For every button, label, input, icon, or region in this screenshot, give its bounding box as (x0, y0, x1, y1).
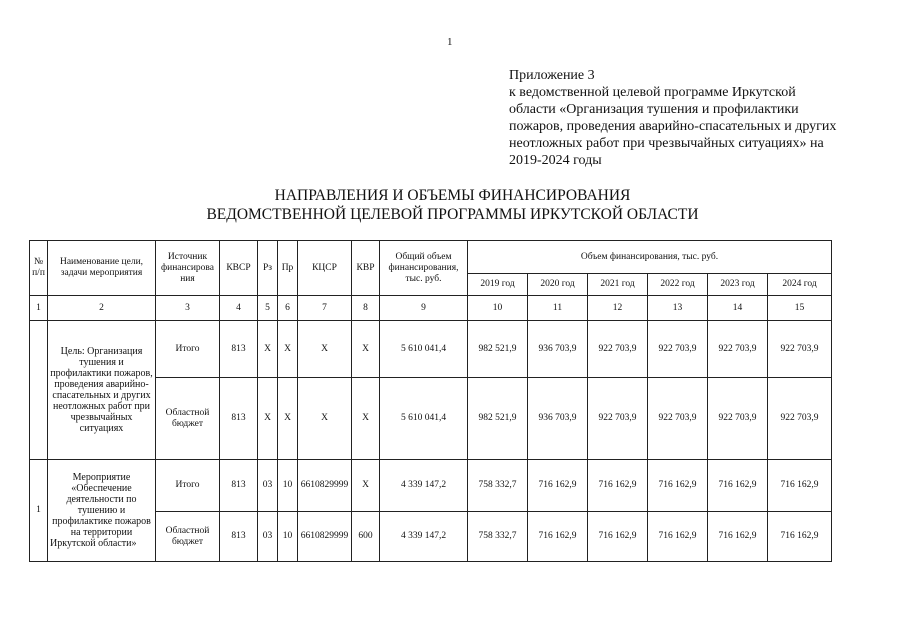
year-value-cell: 922 703,9 (768, 321, 832, 378)
column-number: 4 (220, 296, 258, 321)
year-value-cell: 982 521,9 (468, 378, 528, 460)
header-kcsr: КЦСР (298, 241, 352, 296)
kvsr-cell: 813 (220, 378, 258, 460)
header-volume: Объем финансирования, тыс. руб. (468, 241, 832, 274)
year-value-cell: 758 332,7 (468, 460, 528, 512)
header-name: Наименование цели, задачи мероприятия (48, 241, 156, 296)
column-number: 12 (588, 296, 648, 321)
year-value-cell: 922 703,9 (648, 378, 708, 460)
activity-num: 1 (30, 460, 48, 562)
year-value-cell: 716 162,9 (528, 460, 588, 512)
header-num: № п/п (30, 241, 48, 296)
appendix-line: к ведомственной целевой программе Иркутской (509, 85, 796, 100)
column-number: 9 (380, 296, 468, 321)
column-number: 13 (648, 296, 708, 321)
header-year: 2023 год (708, 274, 768, 296)
header-year: 2020 год (528, 274, 588, 296)
year-value-cell: 758 332,7 (468, 512, 528, 562)
kcsr-cell: Х (298, 321, 352, 378)
header-year: 2019 год (468, 274, 528, 296)
header-source: Источник финансирова ния (156, 241, 220, 296)
rz-cell: Х (258, 378, 278, 460)
total-cell: 4 339 147,2 (380, 512, 468, 562)
kvr-cell: Х (352, 460, 380, 512)
title-line-2: ВЕДОМСТВЕННОЙ ЦЕЛЕВОЙ ПРОГРАММЫ ИРКУТСКОЙ ОБЛАСТИ (206, 206, 699, 223)
column-number: 3 (156, 296, 220, 321)
goal-num-cell (30, 321, 48, 460)
year-value-cell: 922 703,9 (588, 378, 648, 460)
column-number: 1 (30, 296, 48, 321)
column-number: 11 (528, 296, 588, 321)
kcsr-cell: Х (298, 378, 352, 460)
year-value-cell: 922 703,9 (648, 321, 708, 378)
year-value-cell: 716 162,9 (648, 460, 708, 512)
total-cell: 4 339 147,2 (380, 460, 468, 512)
column-number: 15 (768, 296, 832, 321)
header-total: Общий объем финансирования, тыс. руб. (380, 241, 468, 296)
header-year: 2024 год (768, 274, 832, 296)
financing-table (29, 240, 832, 562)
year-value-cell: 716 162,9 (768, 460, 832, 512)
kvr-cell: Х (352, 378, 380, 460)
source-cell: Итого (156, 460, 220, 512)
page-number: 1 (447, 36, 453, 48)
header-year: 2021 год (588, 274, 648, 296)
year-value-cell: 716 162,9 (528, 512, 588, 562)
goal-name: Цель: Организация тушения и профилактики пожаров, проведения аварийно-спасательных и других неотложных работ при чрезвычайных ситуациях (48, 321, 156, 460)
source-cell: Областной бюджет (156, 512, 220, 562)
column-number: 5 (258, 296, 278, 321)
kvsr-cell: 813 (220, 321, 258, 378)
kvsr-cell: 813 (220, 460, 258, 512)
kcsr-cell: 6610829999 (298, 512, 352, 562)
appendix-line: неотложных работ при чрезвычайных ситуациях» на (509, 136, 824, 151)
pr-cell: Х (278, 378, 298, 460)
year-value-cell: 716 162,9 (588, 460, 648, 512)
header-row (30, 241, 832, 274)
header-pr: Пр (278, 241, 298, 296)
appendix-line: пожаров, проведения аварийно-спасательных и других (509, 119, 837, 134)
total-cell: 5 610 041,4 (380, 378, 468, 460)
rz-cell: 03 (258, 512, 278, 562)
column-number: 7 (298, 296, 352, 321)
kvr-cell: Х (352, 321, 380, 378)
year-value-cell: 922 703,9 (708, 321, 768, 378)
column-number: 14 (708, 296, 768, 321)
year-value-cell: 716 162,9 (708, 512, 768, 562)
year-value-cell: 716 162,9 (588, 512, 648, 562)
column-number: 2 (48, 296, 156, 321)
kcsr-cell: 6610829999 (298, 460, 352, 512)
column-number: 8 (352, 296, 380, 321)
year-value-cell: 716 162,9 (708, 460, 768, 512)
year-value-cell: 922 703,9 (588, 321, 648, 378)
year-value-cell: 922 703,9 (708, 378, 768, 460)
header-year: 2022 год (648, 274, 708, 296)
header-kvsr: КВСР (220, 241, 258, 296)
column-number: 10 (468, 296, 528, 321)
source-cell: Итого (156, 321, 220, 378)
year-value-cell: 716 162,9 (768, 512, 832, 562)
appendix-line: Приложение 3 (509, 68, 595, 83)
header-rz: Рз (258, 241, 278, 296)
rz-cell: 03 (258, 460, 278, 512)
appendix-line: области «Организация тушения и профилактики (509, 102, 799, 117)
year-value-cell: 716 162,9 (648, 512, 708, 562)
appendix-line: 2019-2024 годы (509, 153, 602, 168)
appendix-heading (509, 67, 889, 169)
pr-cell: 10 (278, 512, 298, 562)
column-number: 6 (278, 296, 298, 321)
activity-total-row (30, 460, 832, 512)
rz-cell: Х (258, 321, 278, 378)
year-value-cell: 936 703,9 (528, 321, 588, 378)
document-title (0, 186, 905, 224)
kvsr-cell: 813 (220, 512, 258, 562)
year-value-cell: 982 521,9 (468, 321, 528, 378)
source-cell: Областной бюджет (156, 378, 220, 460)
activity-name: Мероприятие «Обеспечение деятельности по тушению и профилактике пожаров на территории Иркутской области» (48, 460, 156, 562)
year-value-cell: 922 703,9 (768, 378, 832, 460)
title-line-1: НАПРАВЛЕНИЯ И ОБЪЕМЫ ФИНАНСИРОВАНИЯ (274, 187, 631, 204)
total-cell: 5 610 041,4 (380, 321, 468, 378)
pr-cell: 10 (278, 460, 298, 512)
year-value-cell: 936 703,9 (528, 378, 588, 460)
column-numbers-row (30, 296, 832, 321)
kvr-cell: 600 (352, 512, 380, 562)
pr-cell: Х (278, 321, 298, 378)
header-kvr: КВР (352, 241, 380, 296)
goal-total-row (30, 321, 832, 378)
